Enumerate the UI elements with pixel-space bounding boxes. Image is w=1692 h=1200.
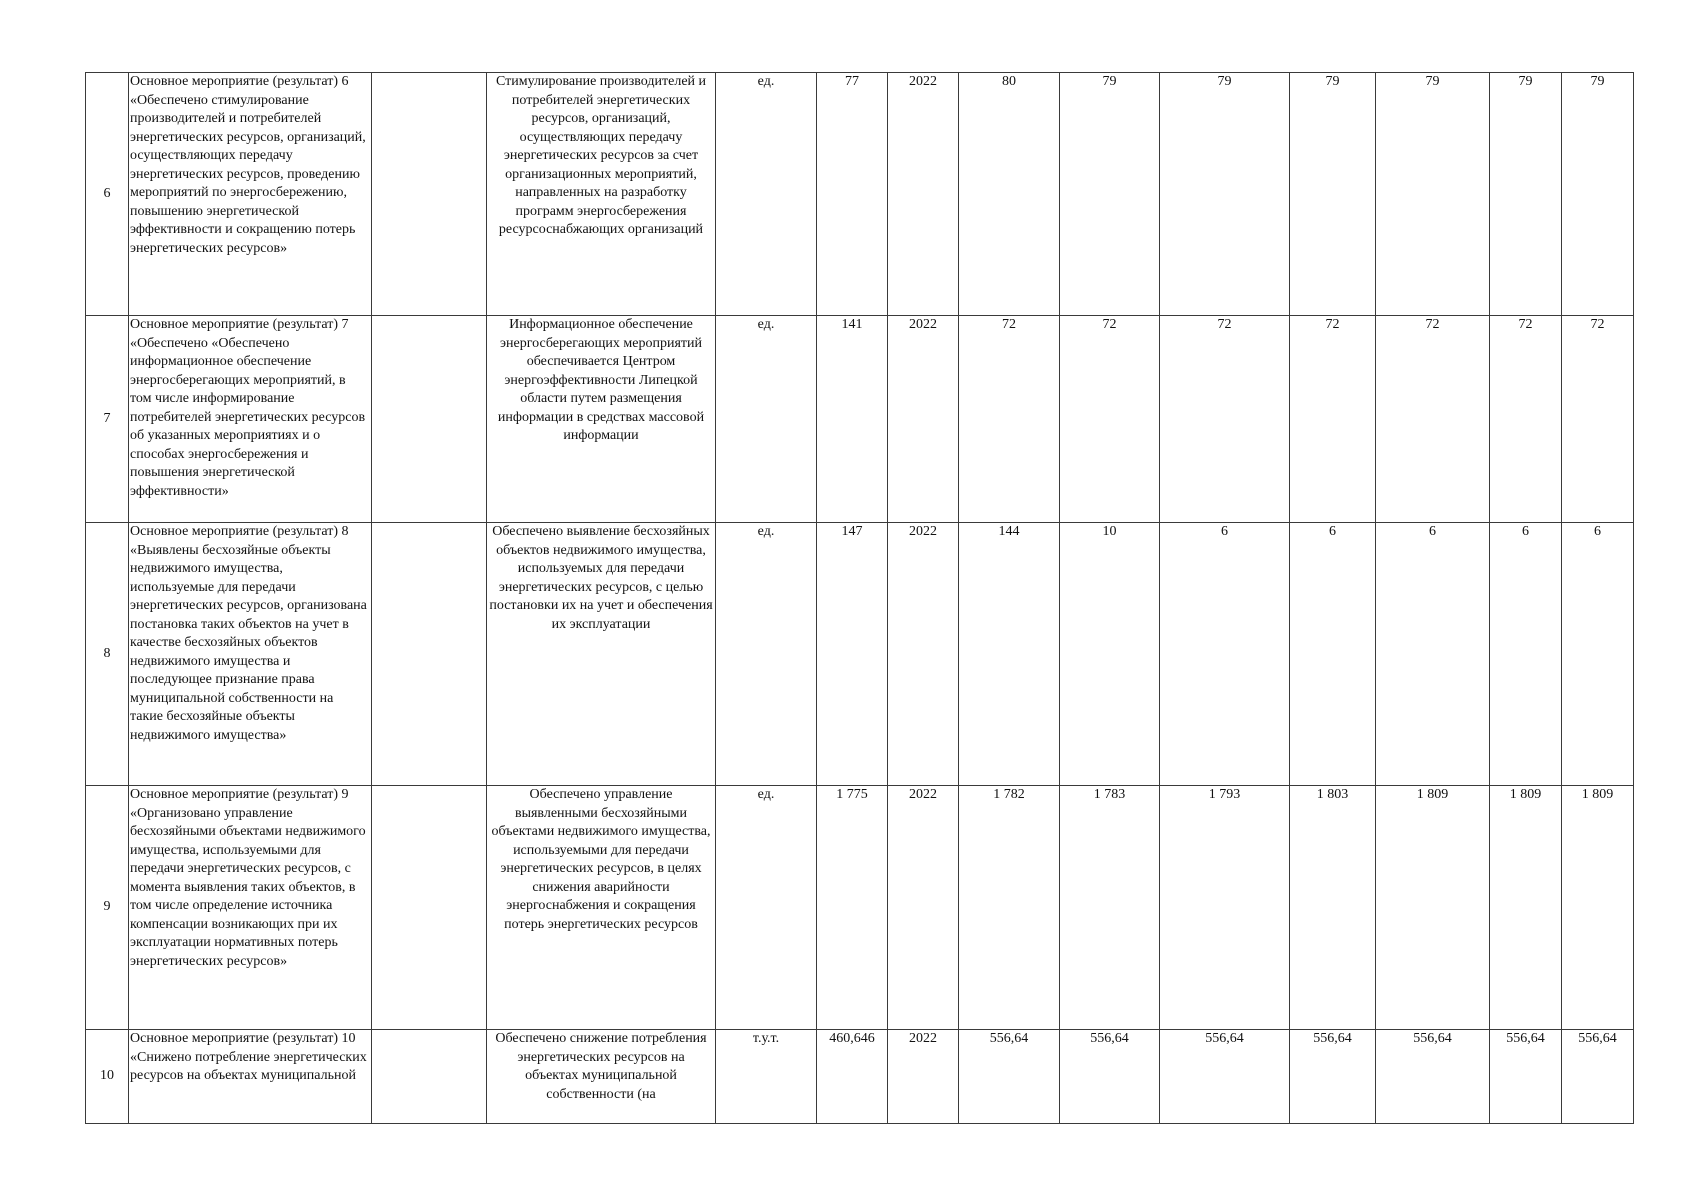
value-cell: 79 (1562, 73, 1634, 316)
value-cell: 144 (959, 523, 1060, 786)
activity-name: Основное мероприятие (результат) 7 «Обеспечено «Обеспечено информационное обеспечение энергосберегающих мероприятий, в том числе информирование потребителей энергетических ресурсов об указанных мероприятиях и о способах энергосбережения и повышения энергетической эффективности» (129, 316, 372, 523)
value-cell: 79 (1160, 73, 1290, 316)
activity-name: Основное мероприятие (результат) 8 «Выявлены бесхозяйные объекты недвижимого имущества, используемые для передачи энергетических ресурсов, организована постановка таких объектов на учет в качестве бесхозяйных объектов недвижимого имущества и последующее признание права муниципальной собственности на такие бесхозяйные объекты недвижимого имущества» (129, 523, 372, 786)
value-cell: 72 (1490, 316, 1562, 523)
activity-description: Обеспечено выявление бесхозяйных объектов недвижимого имущества, используемых для передачи энергетических ресурсов, с целью постановки их на учет и обеспечения их эксплуатации (487, 523, 716, 786)
value-cell: 556,64 (1160, 1030, 1290, 1124)
value-cell: 72 (959, 316, 1060, 523)
value-cell: 6 (1490, 523, 1562, 786)
unit-cell: т.у.т. (716, 1030, 817, 1124)
activity-description: Стимулирование производителей и потребителей энергетических ресурсов, организаций, осуществляющих передачу энергетических ресурсов за счет организационных мероприятий, направленных на разработку программ энергосбережения ресурсоснабжающих организаций (487, 73, 716, 316)
table-row (86, 1030, 1634, 1124)
base-value-cell: 1 775 (817, 786, 888, 1030)
table-row (86, 786, 1634, 1030)
unit-cell: ед. (716, 523, 817, 786)
value-cell: 79 (1376, 73, 1490, 316)
value-cell: 6 (1290, 523, 1376, 786)
base-value-cell: 147 (817, 523, 888, 786)
base-year-cell: 2022 (888, 1030, 959, 1124)
unit-cell: ед. (716, 316, 817, 523)
value-cell: 1 803 (1290, 786, 1376, 1030)
value-cell: 556,64 (959, 1030, 1060, 1124)
value-cell: 6 (1376, 523, 1490, 786)
base-year-cell: 2022 (888, 73, 959, 316)
value-cell: 1 809 (1490, 786, 1562, 1030)
row-number: 6 (86, 73, 129, 316)
row-number: 9 (86, 786, 129, 1030)
table-row (86, 316, 1634, 523)
empty-cell (372, 786, 487, 1030)
activity-name: Основное мероприятие (результат) 9 «Организовано управление бесхозяйными объектами недвижимого имущества, используемыми для передачи энергетических ресурсов, с момента выявления таких объектов, в том числе определение источника компенсации возникающих при их эксплуатации нормативных потерь энергетических ресурсов» (129, 786, 372, 1030)
activity-description: Обеспечено снижение потребления энергетических ресурсов на объектах муниципальной собственности (на (487, 1030, 716, 1124)
row-number: 8 (86, 523, 129, 786)
activity-description: Информационное обеспечение энергосберегающих мероприятий обеспечивается Центром энергоэффективности Липецкой области путем размещения информации в средствах массовой информации (487, 316, 716, 523)
value-cell: 10 (1060, 523, 1160, 786)
value-cell: 79 (1290, 73, 1376, 316)
base-year-cell: 2022 (888, 523, 959, 786)
empty-cell (372, 73, 487, 316)
value-cell: 556,64 (1060, 1030, 1160, 1124)
value-cell: 556,64 (1562, 1030, 1634, 1124)
base-year-cell: 2022 (888, 786, 959, 1030)
base-value-cell: 141 (817, 316, 888, 523)
empty-cell (372, 316, 487, 523)
value-cell: 79 (1490, 73, 1562, 316)
table-row (86, 523, 1634, 786)
indicators-table (85, 72, 1634, 1124)
activity-name: Основное мероприятие (результат) 6 «Обеспечено стимулирование производителей и потребителей энергетических ресурсов, организаций, осуществляющих передачу энергетических ресурсов, проведению мероприятий по энергосбережению, повышению энергетической эффективности и сокращению потерь энергетических ресурсов» (129, 73, 372, 316)
row-number: 7 (86, 316, 129, 523)
value-cell: 556,64 (1490, 1030, 1562, 1124)
value-cell: 556,64 (1376, 1030, 1490, 1124)
unit-cell: ед. (716, 786, 817, 1030)
table-row (86, 73, 1634, 316)
value-cell: 1 809 (1562, 786, 1634, 1030)
value-cell: 80 (959, 73, 1060, 316)
base-value-cell: 460,646 (817, 1030, 888, 1124)
value-cell: 1 793 (1160, 786, 1290, 1030)
value-cell: 72 (1290, 316, 1376, 523)
value-cell: 72 (1562, 316, 1634, 523)
base-year-cell: 2022 (888, 316, 959, 523)
value-cell: 1 809 (1376, 786, 1490, 1030)
base-value-cell: 77 (817, 73, 888, 316)
row-number: 10 (86, 1030, 129, 1124)
activity-name: Основное мероприятие (результат) 10 «Снижено потребление энергетических ресурсов на объектах муниципальной (129, 1030, 372, 1124)
value-cell: 556,64 (1290, 1030, 1376, 1124)
value-cell: 72 (1376, 316, 1490, 523)
empty-cell (372, 1030, 487, 1124)
value-cell: 79 (1060, 73, 1160, 316)
empty-cell (372, 523, 487, 786)
value-cell: 6 (1562, 523, 1634, 786)
value-cell: 1 783 (1060, 786, 1160, 1030)
value-cell: 1 782 (959, 786, 1060, 1030)
value-cell: 6 (1160, 523, 1290, 786)
value-cell: 72 (1060, 316, 1160, 523)
activity-description: Обеспечено управление выявленными бесхозяйными объектами недвижимого имущества, используемыми для передачи энергетических ресурсов, в целях снижения аварийности энергоснабжения и сокращения потерь энергетических ресурсов (487, 786, 716, 1030)
unit-cell: ед. (716, 73, 817, 316)
value-cell: 72 (1160, 316, 1290, 523)
